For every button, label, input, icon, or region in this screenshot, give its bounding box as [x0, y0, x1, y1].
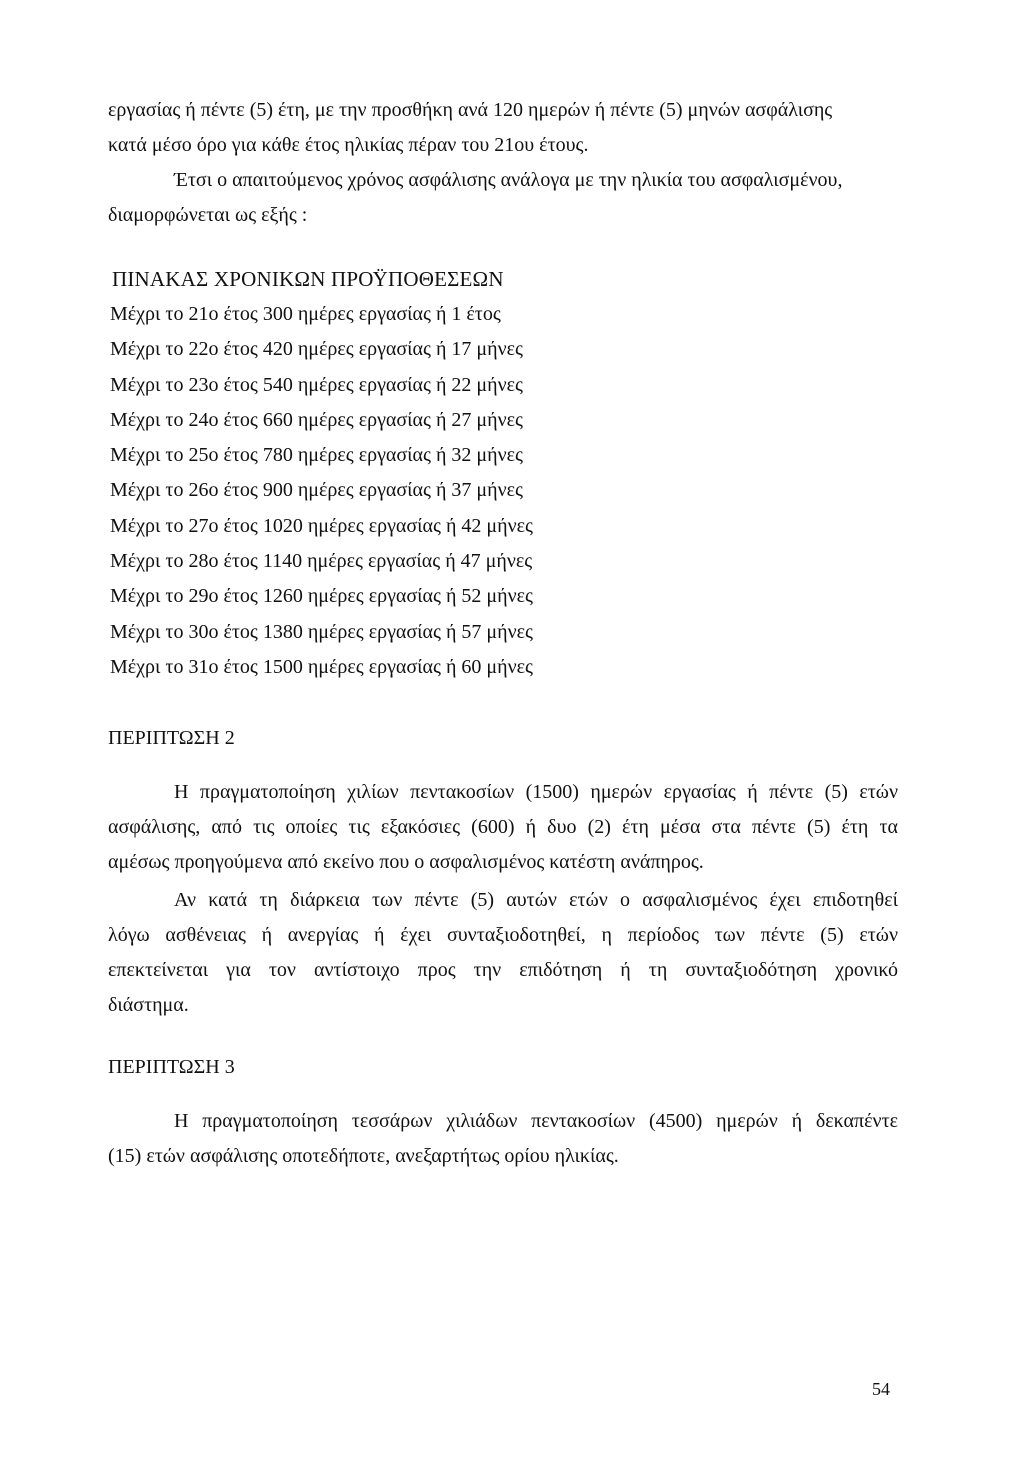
- case-3-heading: ΠΕΡΙΠΤΩΣΗ 3: [108, 1056, 235, 1078]
- case-2-para2-line-3: επεκτείνεται για τον αντίστοιχο προς την επιδότηση ή τη συνταξιοδότηση χρονικό: [108, 959, 898, 981]
- table-row: Μέχρι το 28ο έτος 1140 ημέρες εργασίας ή 47 μήνες: [110, 550, 533, 573]
- table-row: Μέχρι το 21ο έτος 300 ημέρες εργασίας ή 1 έτος: [110, 303, 501, 325]
- table-row: Μέχρι το 22ο έτος 420 ημέρες εργασίας ή 17 μήνες: [110, 338, 523, 361]
- case-2-heading: ΠΕΡΙΠΤΩΣΗ 2: [108, 727, 235, 749]
- table-row: Μέχρι το 27ο έτος 1020 ημέρες εργασίας ή 42 μήνες: [110, 514, 533, 537]
- table-row: Μέχρι το 23ο έτος 540 ημέρες εργασίας ή 22 μήνες: [110, 373, 523, 396]
- intro-line-1: εργασίας ή πέντε (5) έτη, με την προσθήκη ανά 120 ημερών ή πέντε (5) μηνών ασφάλισης: [108, 99, 833, 121]
- case-3-paragraph: [108, 1104, 898, 1174]
- table-row: Μέχρι το 24ο έτος 660 ημέρες εργασίας ή 27 μήνες: [110, 408, 523, 431]
- intro-paragraph: [108, 93, 898, 163]
- case-3-para-line-1: Η πραγματοποίηση τεσσάρων χιλιάδων πεντακοσίων (4500) ημερών ή δεκαπέντε: [174, 1110, 898, 1132]
- intro-line-2: κατά μέσο όρο για κάθε έτος ηλικίας πέραν του 21ου έτους.: [108, 134, 589, 156]
- intro2-line-2: διαμορφώνεται ως εξής :: [108, 204, 308, 226]
- requirements-table: [110, 297, 610, 685]
- case-2-para1-line-2: ασφάλισης, από τις οποίες τις εξακόσιες (600) ή δυο (2) έτη μέσα στα πέντε (5) έτη τα: [108, 816, 898, 838]
- case-2-para2-line-4: διάστημα.: [108, 994, 189, 1016]
- case-2-para1-line-3: αμέσως προηγούμενα από εκείνο που ο ασφαλισμένος κατέστη ανάπηρος.: [108, 851, 704, 873]
- table-row: Μέχρι το 30ο έτος 1380 ημέρες εργασίας ή 57 μήνες: [110, 620, 533, 643]
- case-2-para2-line-2: λόγω ασθένειας ή ανεργίας ή έχει συνταξιοδοτηθεί, η περίοδος των πέντε (5) ετών: [108, 924, 898, 946]
- case-2-para2-line-1: Αν κατά τη διάρκεια των πέντε (5) αυτών ετών ο ασφαλισμένος έχει επιδοτηθεί: [174, 889, 898, 911]
- table-title: ΠΙΝΑΚΑΣ ΧΡΟΝΙΚΩΝ ΠΡΟΫΠΟΘΕΣΕΩΝ: [112, 267, 504, 291]
- table-row: Μέχρι το 31ο έτος 1500 ημέρες εργασίας ή 60 μήνες: [110, 655, 533, 678]
- case-2-paragraph-2: [108, 883, 898, 1023]
- page-number: 54: [872, 1379, 890, 1399]
- case-2-para1-line-1: Η πραγματοποίηση χιλίων πεντακοσίων (1500) ημερών εργασίας ή πέντε (5) ετών: [174, 781, 898, 803]
- table-row: Μέχρι το 25ο έτος 780 ημέρες εργασίας ή 32 μήνες: [110, 444, 523, 467]
- case-3-para-line-2: (15) ετών ασφάλισης οποτεδήποτε, ανεξαρτήτως ορίου ηλικίας.: [108, 1145, 619, 1167]
- table-row: Μέχρι το 26ο έτος 900 ημέρες εργασίας ή 37 μήνες: [110, 479, 523, 502]
- intro2-line-1: Έτσι ο απαιτούμενος χρόνος ασφάλισης ανάλογα με την ηλικία του ασφαλισμένου,: [174, 169, 843, 191]
- table-row: Μέχρι το 29ο έτος 1260 ημέρες εργασίας ή 52 μήνες: [110, 585, 533, 608]
- case-2-paragraph-1: [108, 775, 898, 880]
- intro2-paragraph: [108, 163, 898, 233]
